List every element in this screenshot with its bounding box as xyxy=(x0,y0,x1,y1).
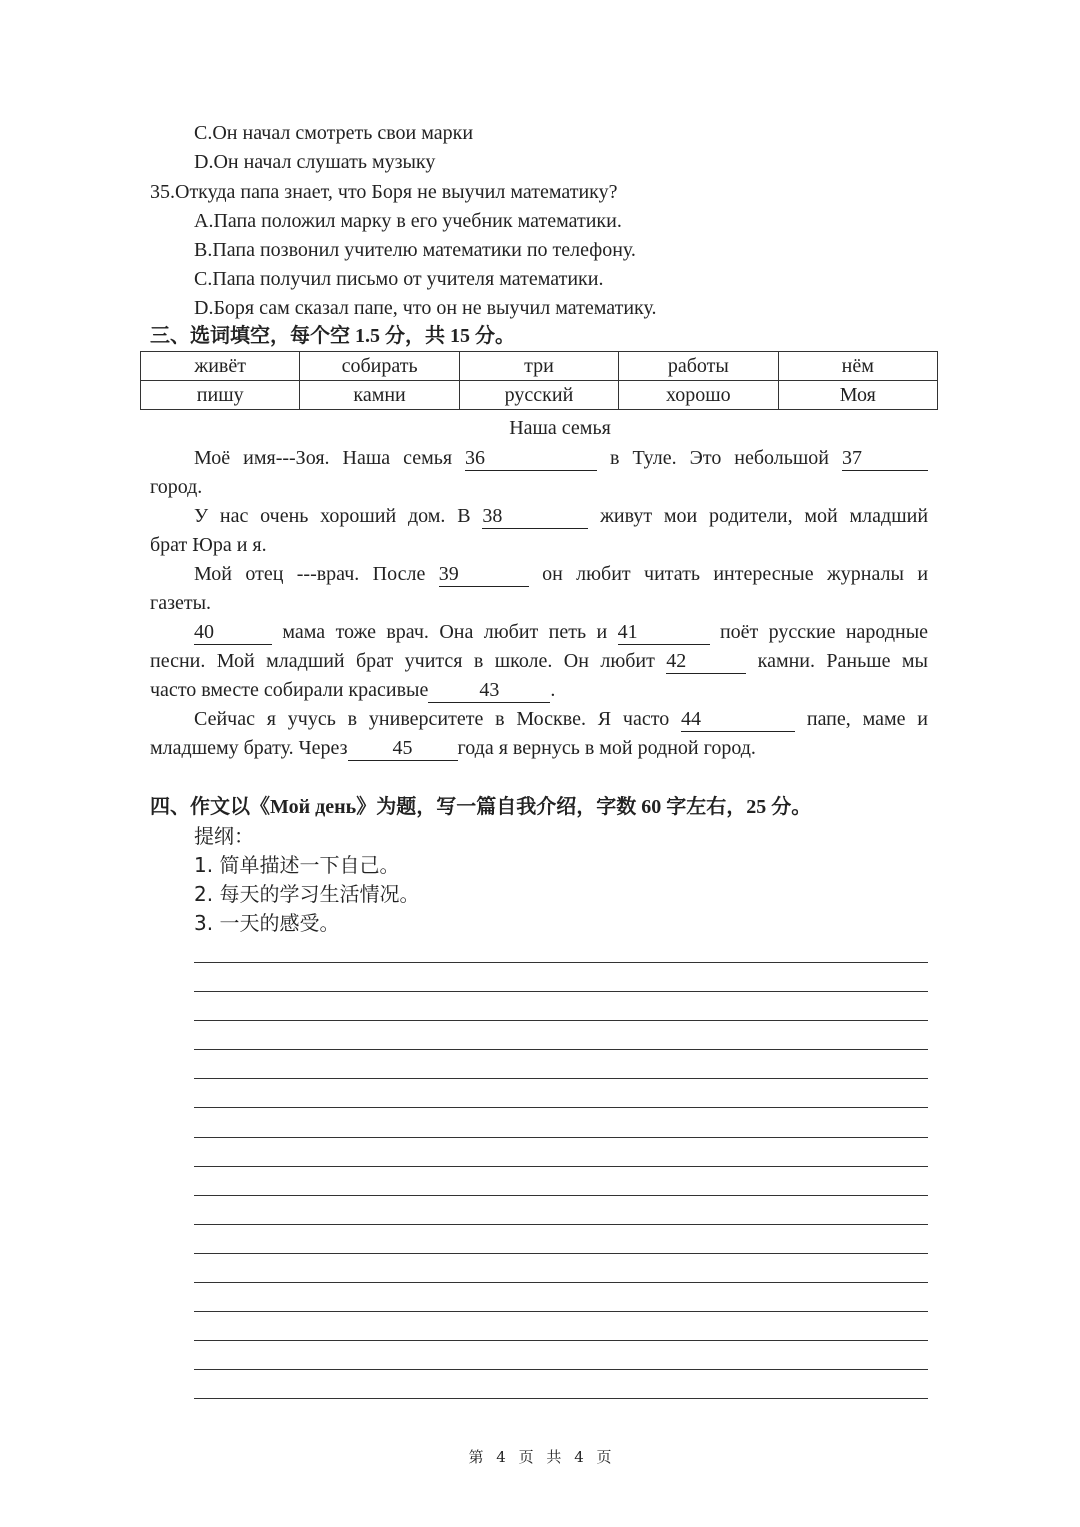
writing-line[interactable] xyxy=(194,991,928,1020)
section4-heading xyxy=(150,793,811,821)
passage-text: в Туле. Это небольшой xyxy=(610,447,829,469)
outline-label: 提纲： xyxy=(194,824,254,848)
passage-text: камни. Раньше мы xyxy=(757,650,928,672)
writing-line[interactable] xyxy=(194,1107,928,1136)
passage-text: У нас очень хороший дом. В xyxy=(194,505,471,527)
outline-item: 3. 一天的感受。 xyxy=(194,911,340,935)
blank-45[interactable]: 45 xyxy=(348,736,458,761)
essay-title: Мой день xyxy=(270,796,357,818)
writing-line[interactable] xyxy=(194,1137,928,1166)
passage-line xyxy=(150,734,756,762)
passage-text: поёт русские народные xyxy=(719,621,929,643)
writing-line[interactable] xyxy=(194,1166,928,1195)
word-bank-table xyxy=(140,351,938,410)
blank-44[interactable]: 44 xyxy=(681,707,795,732)
passage-text: младшему брату. Через xyxy=(150,737,348,759)
word-cell: камни xyxy=(300,381,459,410)
passage-line xyxy=(194,618,928,646)
writing-line[interactable] xyxy=(194,1311,928,1340)
word-cell: живёт xyxy=(141,352,300,381)
passage-line xyxy=(194,444,928,472)
passage-text: мама тоже врач. Она любит петь и xyxy=(282,621,608,643)
page-footer xyxy=(0,1446,1080,1467)
passage-title: Наша семья xyxy=(509,417,611,439)
page-number: 4 xyxy=(496,1448,506,1466)
passage-text: он любит читать интересные журналы и xyxy=(542,563,929,585)
passage-line: город. xyxy=(150,476,203,498)
footer-text: 页 xyxy=(518,1448,534,1466)
word-cell: хорошо xyxy=(619,381,778,410)
q34-option-c: C.Он начал смотреть свои марки xyxy=(194,122,474,144)
passage-line: газеты. xyxy=(150,592,212,614)
writing-line[interactable] xyxy=(194,962,928,991)
writing-line[interactable] xyxy=(194,1224,928,1253)
blank-37[interactable]: 37 xyxy=(842,446,928,471)
passage-text: Сейчас я учусь в университете в Москве. Я часто xyxy=(194,708,670,730)
blank-39[interactable]: 39 xyxy=(439,562,529,587)
blank-40[interactable]: 40 xyxy=(194,620,272,645)
q35-option-a: A.Папа положил марку в его учебник математики. xyxy=(194,210,622,232)
word-cell: русский xyxy=(459,381,618,410)
writing-line[interactable] xyxy=(194,1195,928,1224)
blank-36[interactable]: 36 xyxy=(465,446,597,471)
q34-option-d: D.Он начал слушать музыку xyxy=(194,151,436,173)
q35-option-d: D.Боря сам сказал папе, что он не выучил математику. xyxy=(194,297,657,319)
q35-option-b: B.Папа позвонил учителю математики по телефону. xyxy=(194,239,636,261)
table-row xyxy=(141,352,938,381)
passage-line xyxy=(194,502,928,530)
passage-line xyxy=(194,705,928,733)
writing-line[interactable] xyxy=(194,1253,928,1282)
passage-line xyxy=(194,560,928,588)
blank-38[interactable]: 38 xyxy=(482,504,588,529)
writing-line[interactable] xyxy=(194,1282,928,1311)
footer-text: 第 xyxy=(468,1448,484,1466)
writing-line[interactable] xyxy=(194,1398,928,1427)
outline-item: 2. 每天的学习生活情况。 xyxy=(194,882,420,906)
word-cell: Моя xyxy=(778,381,937,410)
passage-text: . xyxy=(550,679,556,701)
footer-text: 页 xyxy=(596,1448,612,1466)
writing-line[interactable] xyxy=(194,1049,928,1078)
passage-text: Мой отец ---врач. После xyxy=(194,563,426,585)
essay-writing-area[interactable] xyxy=(194,962,928,1428)
writing-line[interactable] xyxy=(194,1369,928,1398)
word-cell: пишу xyxy=(141,381,300,410)
heading-text: 》为题，写一篇自我介绍，字数 60 字左右，25 分。 xyxy=(356,796,812,818)
word-cell: собирать xyxy=(300,352,459,381)
passage-text: живут мои родители, мой младший xyxy=(600,505,929,527)
word-cell: три xyxy=(459,352,618,381)
passage-text: песни. Мой младший брат учится в школе. Он любит xyxy=(150,650,655,672)
blank-41[interactable]: 41 xyxy=(618,620,710,645)
passage-text: Моё имя---Зоя. Наша семья xyxy=(194,447,453,469)
blank-42[interactable]: 42 xyxy=(666,649,746,674)
passage-line xyxy=(150,647,928,675)
word-cell: нём xyxy=(778,352,937,381)
section3-heading: 三、选词填空，每个空 1.5 分，共 15 分。 xyxy=(150,325,515,347)
passage-text: года я вернусь в мой родной город. xyxy=(457,737,756,759)
passage-line xyxy=(150,676,555,704)
q35-question: 35.Откуда папа знает, что Боря не выучил математику? xyxy=(150,181,618,203)
writing-line[interactable] xyxy=(194,1078,928,1107)
blank-43[interactable]: 43 xyxy=(428,678,550,703)
writing-line[interactable] xyxy=(194,1020,928,1049)
q35-option-c: C.Папа получил письмо от учителя математики. xyxy=(194,268,604,290)
passage-line: брат Юра и я. xyxy=(150,534,267,556)
total-pages: 4 xyxy=(574,1448,584,1466)
word-cell: работы xyxy=(619,352,778,381)
outline-item: 1. 简单描述一下自己。 xyxy=(194,853,400,877)
writing-line[interactable] xyxy=(194,1340,928,1369)
passage-text: часто вместе собирали красивые xyxy=(150,679,429,701)
table-row xyxy=(141,381,938,410)
footer-text: 共 xyxy=(546,1448,562,1466)
passage-text: папе, маме и xyxy=(806,708,929,730)
heading-text: 四、作文以《 xyxy=(150,796,270,818)
